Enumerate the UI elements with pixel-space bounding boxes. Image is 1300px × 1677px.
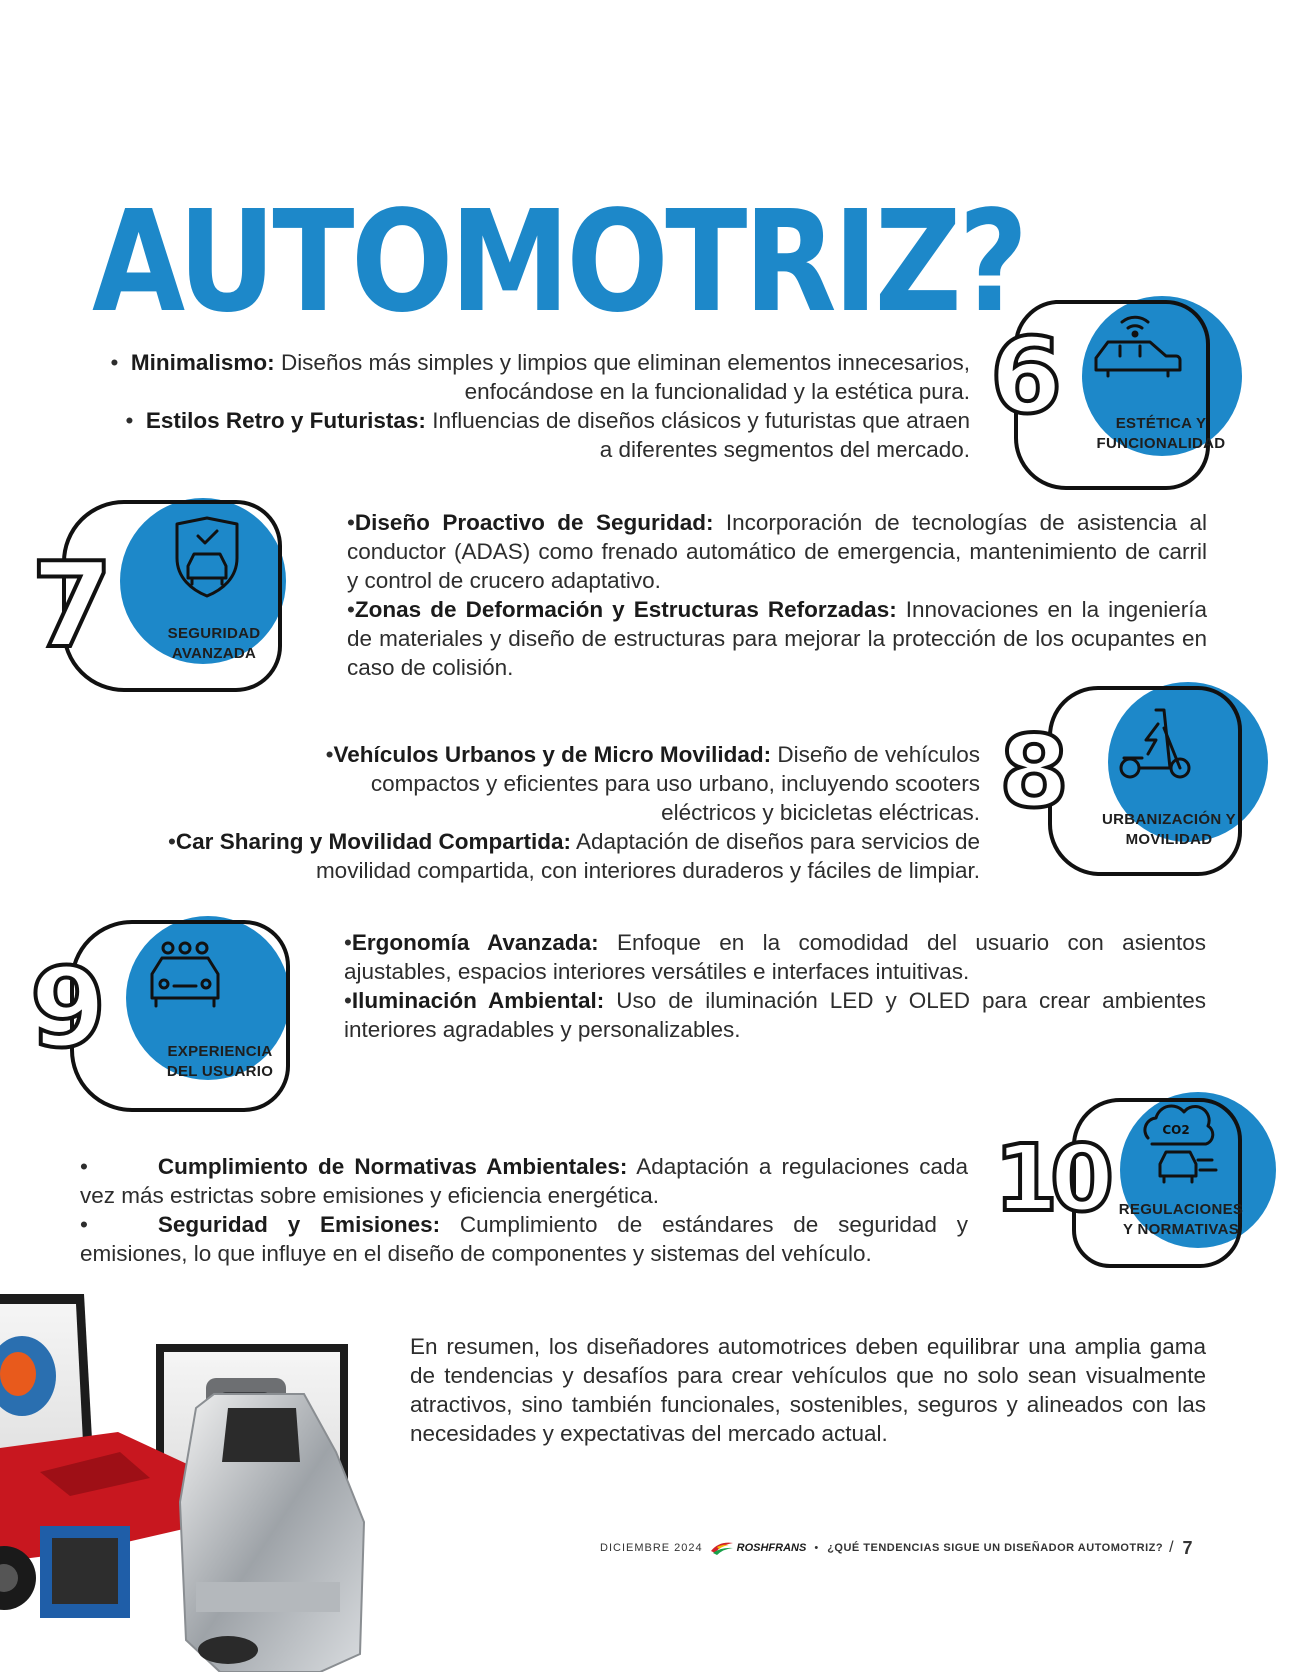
section-8-label: URBANIZACIÓN Y MOVILIDAD bbox=[1102, 811, 1236, 848]
bullet: • Cumplimiento de Normativas Ambientales: Adaptación a regulaciones cada vez más estrictas sobre emisiones y eficiencia energética. bbox=[80, 1154, 968, 1208]
footer-date: DICIEMBRE 2024 bbox=[600, 1542, 703, 1554]
section-7-label: SEGURIDAD AVANZADA bbox=[167, 625, 261, 662]
bullet: •Diseño Proactivo de Seguridad: Incorporación de tecnologías de asistencia al conductor (ADAS) como frenado automático de emergencia, mantenimiento de carril y control de crucero adaptativo. bbox=[347, 510, 1207, 593]
bullet: •Iluminación Ambiental: Uso de iluminación LED y OLED para crear ambientes interiores agradables y personalizables. bbox=[344, 988, 1206, 1042]
section-9-text bbox=[344, 928, 1206, 1044]
number-7: 7 bbox=[30, 536, 114, 674]
bullet: • Estilos Retro y Futuristas: Influencias de diseños clásicos y futuristas que atraen a diferentes segmentos del mercado. bbox=[125, 408, 970, 462]
section-6-label: ESTÉTICA Y FUNCIONALIDAD bbox=[1096, 415, 1226, 452]
bullet: • Minimalismo: Diseños más simples y limpios que eliminan elementos innecesarios, enfocándose en la funcionalidad y la estética pura. bbox=[110, 350, 970, 404]
section-7-text bbox=[347, 508, 1207, 682]
footer-separator: • bbox=[814, 1542, 820, 1554]
section-6-text bbox=[108, 348, 970, 464]
page-headline: AUTOMOTRIZ? bbox=[92, 181, 1025, 344]
section-6-badge bbox=[976, 294, 1276, 492]
section-8-text bbox=[70, 740, 980, 885]
section-9-badge bbox=[22, 914, 312, 1114]
svg-text:CO2: CO2 bbox=[1162, 1123, 1190, 1137]
brand-name: ROSHFRANS bbox=[736, 1542, 807, 1554]
section-8-badge bbox=[994, 680, 1286, 880]
section-10-label: REGULACIONES Y NORMATIVAS bbox=[1118, 1201, 1244, 1238]
section-10-text bbox=[80, 1152, 968, 1268]
section-10-badge bbox=[976, 1090, 1276, 1272]
page-number: 7 bbox=[1182, 1537, 1193, 1558]
footer-slash: / bbox=[1169, 1539, 1175, 1556]
bullet: •Vehículos Urbanos y de Micro Movilidad: Diseño de vehículos compactos y eficientes para uso urbano, incluyendo scooters eléctricos y bicicletas eléctricas. bbox=[325, 742, 980, 825]
number-6: 6 bbox=[989, 315, 1063, 437]
bullet: •Car Sharing y Movilidad Compartida: Adaptación de diseños para servicios de movilidad compartida, con interiores duraderos y fáciles de limpiar. bbox=[168, 829, 980, 883]
footer-title: ¿QUÉ TENDENCIAS SIGUE UN DISEÑADOR AUTOMOTRIZ? bbox=[827, 1542, 1164, 1554]
roshfrans-logo-icon bbox=[711, 1541, 733, 1555]
section-9-label: EXPERIENCIA DEL USUARIO bbox=[166, 1043, 274, 1080]
page-footer bbox=[600, 1536, 1193, 1560]
bullet: •Zonas de Deformación y Estructuras Reforzadas: Innovaciones en la ingeniería de materiales y diseño de estructuras para mejorar la protección de los ocupantes en caso de colisión. bbox=[347, 597, 1207, 680]
bullet: •Ergonomía Avanzada: Enfoque en la comodidad del usuario con asientos ajustables, espacios interiores versátiles e interfaces intuitivas. bbox=[344, 930, 1206, 984]
number-10: 10 bbox=[993, 1125, 1107, 1232]
number-8: 8 bbox=[999, 713, 1069, 830]
bullet: • Seguridad y Emisiones: Cumplimiento de estándares de seguridad y emisiones, lo que influye en el diseño de componentes y sistemas del vehículo. bbox=[80, 1212, 968, 1266]
number-9: 9 bbox=[29, 944, 107, 1072]
brand-logo bbox=[711, 1541, 807, 1555]
section-7-badge bbox=[14, 496, 304, 694]
summary-paragraph: En resumen, los diseñadores automotrices deben equilibrar una amplia gama de tendencias y desafíos para crear vehículos que no solo sean visualmente atractivos, sino también funcionales, sostenibles, seguros y alineados con las necesidades y expectativas del mercado actual. bbox=[410, 1334, 1206, 1446]
vehicle-illustration bbox=[0, 1282, 390, 1677]
